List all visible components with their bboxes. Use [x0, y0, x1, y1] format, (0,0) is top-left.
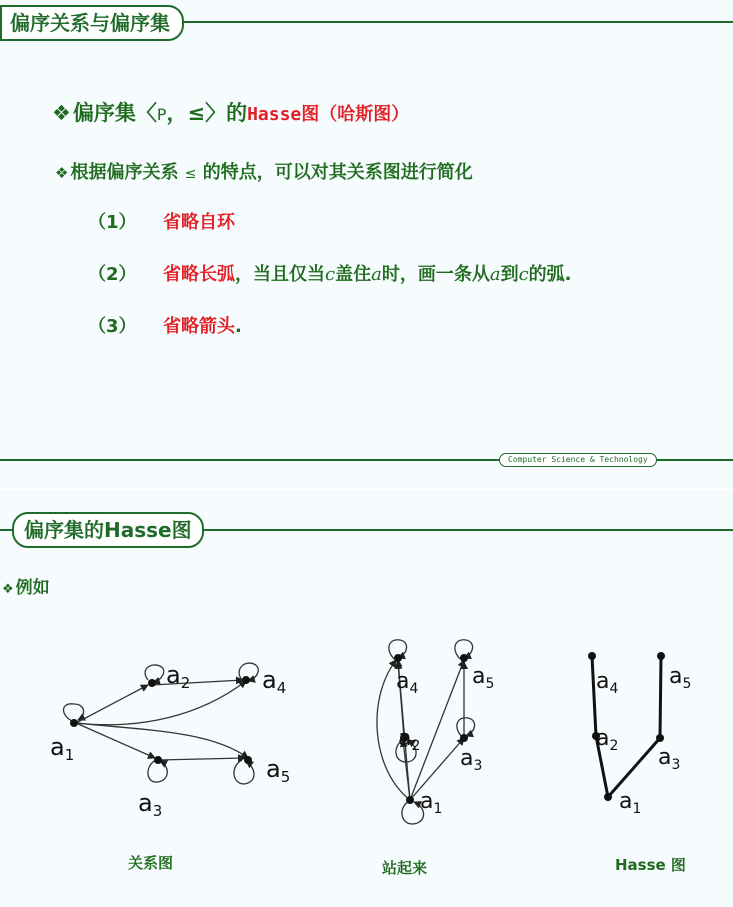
slide-title: 偏序关系与偏序集 [0, 5, 184, 41]
label-a3: $a_3$ [658, 745, 681, 773]
label-a4: $a_4$ [396, 669, 419, 697]
label-a4: $a_4$ [596, 669, 619, 697]
label-a2: $a_2$ [596, 726, 619, 754]
edge-a3-a5 [660, 656, 661, 738]
slide-hasse-example [0, 490, 733, 907]
diamond-bullet-icon: ❖ [2, 582, 14, 597]
node-a4 [242, 676, 250, 684]
label-a1: $a_1$ [619, 789, 642, 817]
node-a3 [154, 756, 162, 764]
relation-graph-nodes [70, 676, 252, 764]
simplify-line: ❖ 根据偏序关系 ≤ 的特点，可以对其关系图进行简化 [55, 162, 473, 183]
relation-graph [64, 663, 259, 784]
caption-hasse: Hasse 图 [615, 856, 686, 874]
item-2: （2） 省略长弧，当且仅当c盖住a时，画一条从a到c的弧. [88, 264, 572, 285]
node-a1 [406, 796, 414, 804]
standing-graph-labels [396, 664, 494, 817]
item-3: （3） 省略箭头. [88, 316, 242, 337]
item-1: （1） 省略自环 [88, 212, 235, 233]
label-a3: $a_3$ [460, 746, 483, 774]
label-a2: $a_2$ [166, 661, 191, 692]
relation-graph-labels [50, 661, 290, 820]
node-a4 [588, 652, 596, 660]
node-a3 [656, 734, 664, 742]
node-a1 [70, 719, 78, 727]
diamond-bullet-icon: ❖ [55, 164, 69, 182]
label-a5: $a_5$ [266, 755, 291, 786]
node-a2 [148, 679, 156, 687]
node-a5 [460, 654, 468, 662]
node-a1 [604, 793, 612, 801]
label-a1: $a_1$ [50, 733, 75, 764]
diagrams [0, 490, 733, 907]
node-a4 [394, 654, 402, 662]
label-a1: $a_1$ [420, 789, 443, 817]
label-a3: $a_3$ [138, 789, 163, 820]
label-a2: $a_2$ [398, 726, 421, 754]
example-label: ❖ 例如 [2, 578, 50, 598]
node-a3 [460, 734, 468, 742]
edge-a2-a4 [592, 656, 596, 736]
footer-label: Computer Science & Technology [499, 453, 657, 467]
node-a5 [657, 652, 665, 660]
caption-relation-graph: 关系图 [128, 854, 174, 872]
label-a5: $a_5$ [669, 664, 692, 692]
slide-title: 偏序集的Hasse图 [12, 512, 204, 548]
node-a5 [244, 756, 252, 764]
caption-standing: 站起来 [382, 859, 428, 877]
heading-line: ❖偏序集〈P，≤〉的Hasse图（哈斯图） [52, 101, 410, 125]
label-a4: $a_4$ [262, 666, 287, 697]
diamond-bullet-icon: ❖ [52, 101, 71, 125]
label-a5: $a_5$ [472, 664, 495, 692]
